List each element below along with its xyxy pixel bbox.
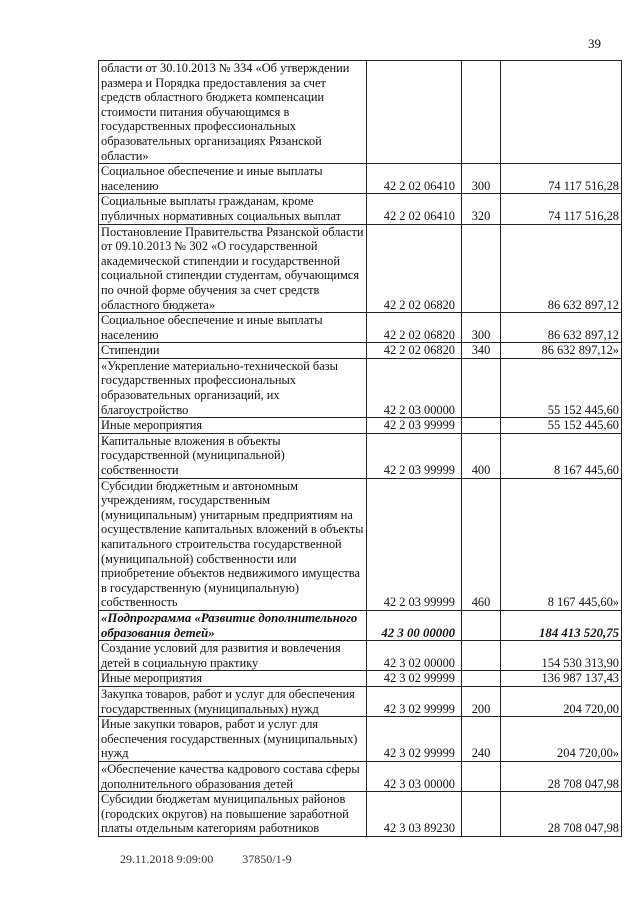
row-sum-cell: 204 720,00» xyxy=(501,717,622,762)
row-name-cell: Создание условий для развития и вовлечения детей в социальную практику xyxy=(99,641,367,671)
row-csr-cell: 42 2 03 00000 xyxy=(367,358,462,417)
row-name-cell: «Подпрограмма «Развитие дополнительного образования детей» xyxy=(99,610,367,640)
row-vr-cell: 340 xyxy=(462,343,501,359)
table-row xyxy=(99,686,622,716)
row-csr-cell: 42 2 03 99999 xyxy=(367,433,462,478)
row-vr-cell xyxy=(462,761,501,791)
table-row xyxy=(99,433,622,478)
row-csr-cell: 42 2 03 99999 xyxy=(367,478,462,610)
row-sum-cell: 74 117 516,28 xyxy=(501,164,622,194)
row-name-cell: Капитальные вложения в объекты государственной (муниципальной) собственности xyxy=(99,433,367,478)
row-name-cell: Постановление Правительства Рязанской области от 09.10.2013 № 302 «О государственной академической стипендии и государственной социальной стипендии студентам, обучающимся по очной форме обучения за счет средств областного бюджета» xyxy=(99,224,367,313)
row-csr-cell: 42 2 03 99999 xyxy=(367,418,462,434)
row-sum-cell: 55 152 445,60 xyxy=(501,418,622,434)
row-sum-cell: 204 720,00 xyxy=(501,686,622,716)
row-sum-cell: 184 413 520,75 xyxy=(501,610,622,640)
budget-table xyxy=(98,60,622,837)
row-csr-cell: 42 3 02 99999 xyxy=(367,671,462,687)
row-sum-cell: 28 708 047,98 xyxy=(501,761,622,791)
row-sum-cell: 55 152 445,60 xyxy=(501,358,622,417)
row-vr-cell: 320 xyxy=(462,194,501,224)
row-vr-cell: 240 xyxy=(462,717,501,762)
row-sum-cell: 8 167 445,60» xyxy=(501,478,622,610)
row-csr-cell: 42 2 02 06820 xyxy=(367,343,462,359)
table-row xyxy=(99,671,622,687)
row-vr-cell xyxy=(462,61,501,164)
row-sum-cell xyxy=(501,61,622,164)
row-vr-cell: 300 xyxy=(462,164,501,194)
row-csr-cell: 42 2 02 06820 xyxy=(367,313,462,343)
row-csr-cell: 42 3 02 99999 xyxy=(367,686,462,716)
table-row xyxy=(99,792,622,837)
row-name-cell: «Укрепление материально-технической базы государственных профессиональных образовательных организаций, их благоустройство xyxy=(99,358,367,417)
row-vr-cell: 400 xyxy=(462,433,501,478)
table-row xyxy=(99,343,622,359)
row-sum-cell: 154 530 313,90 xyxy=(501,641,622,671)
row-csr-cell: 42 3 00 00000 xyxy=(367,610,462,640)
row-vr-cell xyxy=(462,358,501,417)
table-row xyxy=(99,61,622,164)
row-vr-cell: 200 xyxy=(462,686,501,716)
row-name-cell: Социальные выплаты гражданам, кроме публичных нормативных социальных выплат xyxy=(99,194,367,224)
row-name-cell: Закупка товаров, работ и услуг для обеспечения государственных (муниципальных) нужд xyxy=(99,686,367,716)
table-row xyxy=(99,224,622,313)
row-csr-cell: 42 3 03 00000 xyxy=(367,761,462,791)
row-vr-cell: 460 xyxy=(462,478,501,610)
table-body xyxy=(99,61,622,837)
row-vr-cell: 300 xyxy=(462,313,501,343)
row-csr-cell: 42 3 03 89230 xyxy=(367,792,462,837)
row-csr-cell: 42 2 02 06820 xyxy=(367,224,462,313)
row-name-cell: Социальное обеспечение и иные выплаты населению xyxy=(99,164,367,194)
row-name-cell: Иные закупки товаров, работ и услуг для обеспечения государственных (муниципальных) нужд xyxy=(99,717,367,762)
row-vr-cell xyxy=(462,641,501,671)
table-row xyxy=(99,194,622,224)
footer-timestamp: 29.11.2018 9:09:00 xyxy=(120,852,214,866)
row-vr-cell xyxy=(462,224,501,313)
row-name-cell: Субсидии бюджетам муниципальных районов (городских округов) на повышение заработной платы отдельным категориям работников xyxy=(99,792,367,837)
row-vr-cell xyxy=(462,671,501,687)
row-csr-cell: 42 3 02 00000 xyxy=(367,641,462,671)
row-name-cell: «Обеспечение качества кадрового состава сферы дополнительного образования детей xyxy=(99,761,367,791)
row-name-cell: Иные мероприятия xyxy=(99,671,367,687)
row-name-cell: Субсидии бюджетным и автономным учреждениям, государственным (муниципальным) унитарным предприятиям на осуществление капитальных вложений в объекты капитального строительства государственной (муниципальной) собственности или приобретение объектов недвижимого имущества в государственную (муниципальную) собственность xyxy=(99,478,367,610)
row-sum-cell: 74 117 516,28 xyxy=(501,194,622,224)
table-row xyxy=(99,164,622,194)
footer-doc-code: 37850/1-9 xyxy=(242,852,292,866)
row-name-cell: Социальное обеспечение и иные выплаты населению xyxy=(99,313,367,343)
table-row xyxy=(99,610,622,640)
row-sum-cell: 28 708 047,98 xyxy=(501,792,622,837)
row-sum-cell: 86 632 897,12 xyxy=(501,313,622,343)
row-name-cell: Иные мероприятия xyxy=(99,418,367,434)
table-row xyxy=(99,717,622,762)
table-row xyxy=(99,313,622,343)
table-row xyxy=(99,418,622,434)
row-name-cell: области от 30.10.2013 № 334 «Об утверждении размера и Порядка предоставления за счет средств областного бюджета компенсации стоимости питания обучающимся в государственных профессиональных образовательных организациях Рязанской области» xyxy=(99,61,367,164)
row-vr-cell xyxy=(462,418,501,434)
row-csr-cell xyxy=(367,61,462,164)
row-name-cell: Стипендии xyxy=(99,343,367,359)
table-row xyxy=(99,478,622,610)
footer xyxy=(120,852,292,867)
table-row xyxy=(99,761,622,791)
row-sum-cell: 86 632 897,12 xyxy=(501,224,622,313)
row-vr-cell xyxy=(462,610,501,640)
row-vr-cell xyxy=(462,792,501,837)
row-sum-cell: 86 632 897,12» xyxy=(501,343,622,359)
row-csr-cell: 42 2 02 06410 xyxy=(367,194,462,224)
row-sum-cell: 136 987 137,43 xyxy=(501,671,622,687)
table-row xyxy=(99,641,622,671)
row-csr-cell: 42 3 02 99999 xyxy=(367,717,462,762)
row-sum-cell: 8 167 445,60 xyxy=(501,433,622,478)
table-row xyxy=(99,358,622,417)
page-number: 39 xyxy=(588,36,601,51)
row-csr-cell: 42 2 02 06410 xyxy=(367,164,462,194)
